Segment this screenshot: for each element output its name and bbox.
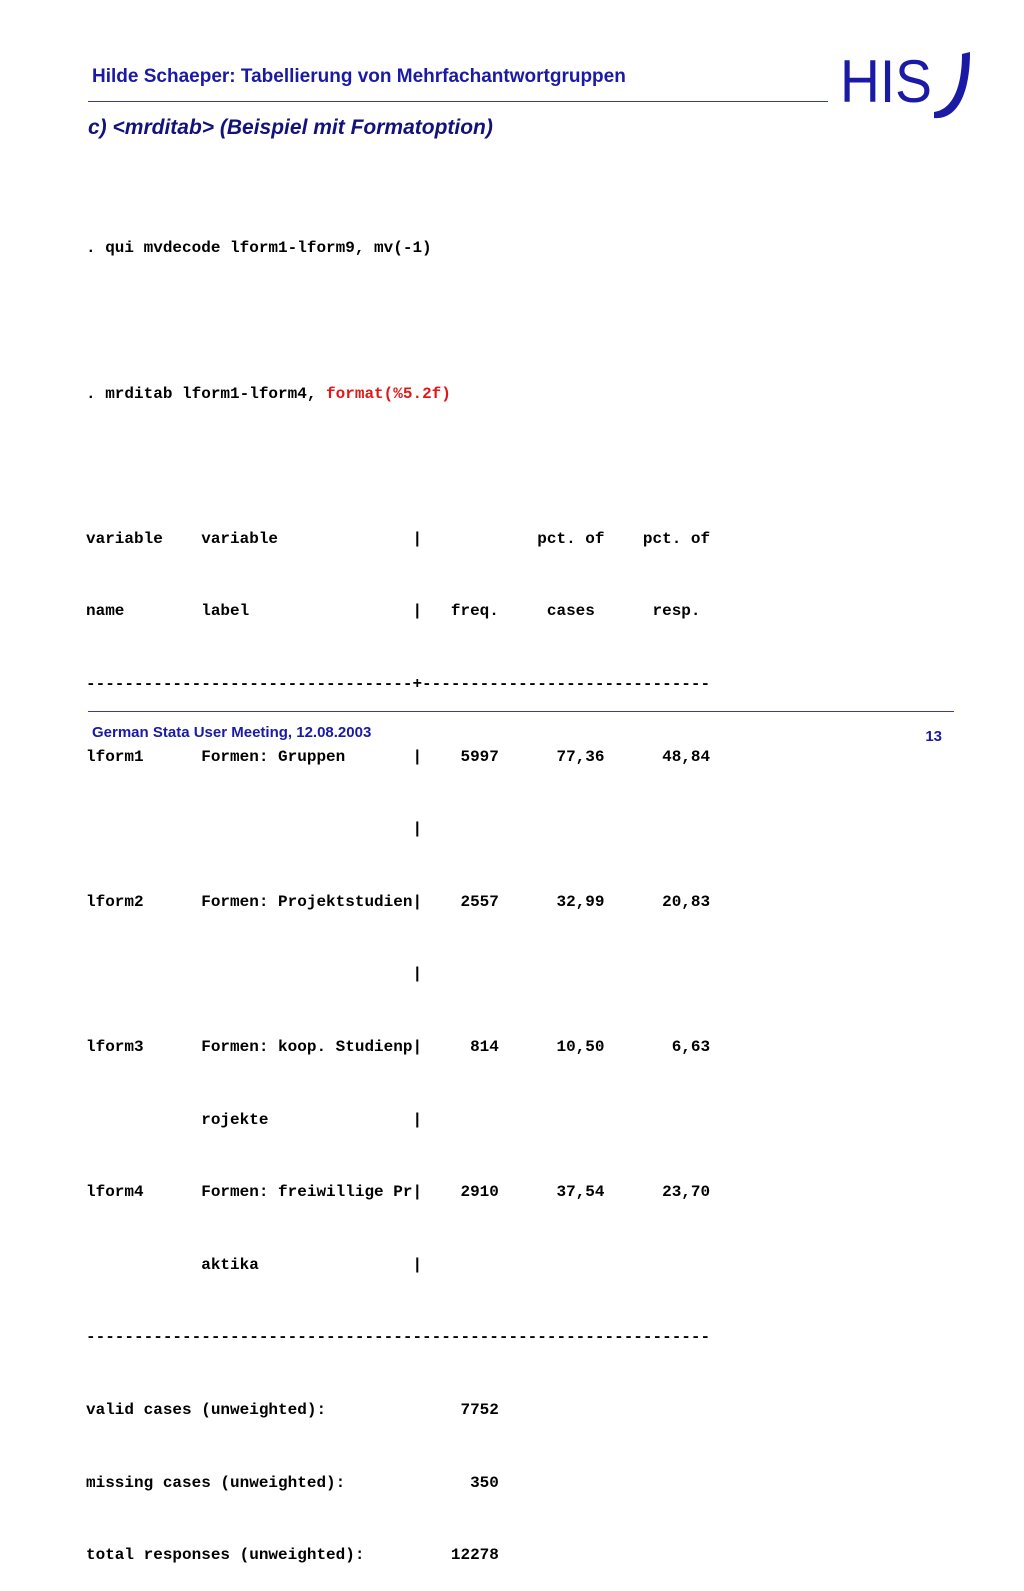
blank-line [86,309,710,333]
command-line [86,382,710,406]
footer-divider [88,711,954,712]
blank-line [86,454,710,478]
summary-row: total responses (unweighted): 12278 [86,1546,499,1565]
table-header-row: variable variable | pct. of pct. of [86,529,711,548]
summary-row: valid cases (unweighted): 7752 [86,1400,499,1419]
table-row: lform1 Formen: Gruppen | 5997 77,36 48,84 [86,747,711,766]
table-row: rojekte | [86,1110,423,1129]
table-row: lform2 Formen: Projektstudien| 2557 32,99 20,83 [86,892,711,911]
table-row: aktika | [86,1255,423,1274]
table-separator: ----------------------------------------------------------------- [86,1328,711,1347]
his-logo-text: HIS [840,48,932,115]
summary-row: missing cases (unweighted): 350 [86,1473,499,1492]
his-logo-swoosh [934,52,970,118]
his-logo [838,40,978,130]
page-number: 13 [925,728,942,745]
footer-text: German Stata User Meeting, 12.08.2003 [92,724,372,741]
command-line: . qui mvdecode lform1-lform9, mv(-1) [86,239,432,258]
section-title: c) <mrditab> (Beispiel mit Formatoption) [88,116,493,139]
stata-output [86,188,710,1591]
table-separator: ----------------------------------+------------------------------ [86,674,711,693]
table-header-row: name label | freq. cases resp. [86,602,701,621]
slide-header-title: Hilde Schaeper: Tabellierung von Mehrfachantwortgruppen [92,66,626,87]
command-text: . mrditab lform1-lform4, [86,384,327,403]
header-divider [88,101,828,102]
table-row: lform3 Formen: koop. Studienp| 814 10,50 6,63 [86,1037,711,1056]
table-row: | [86,965,423,984]
format-option: format(%5.2f) [326,384,451,403]
table-row: | [86,820,423,839]
table-row: lform4 Formen: freiwillige Pr| 2910 37,54 23,70 [86,1183,711,1202]
